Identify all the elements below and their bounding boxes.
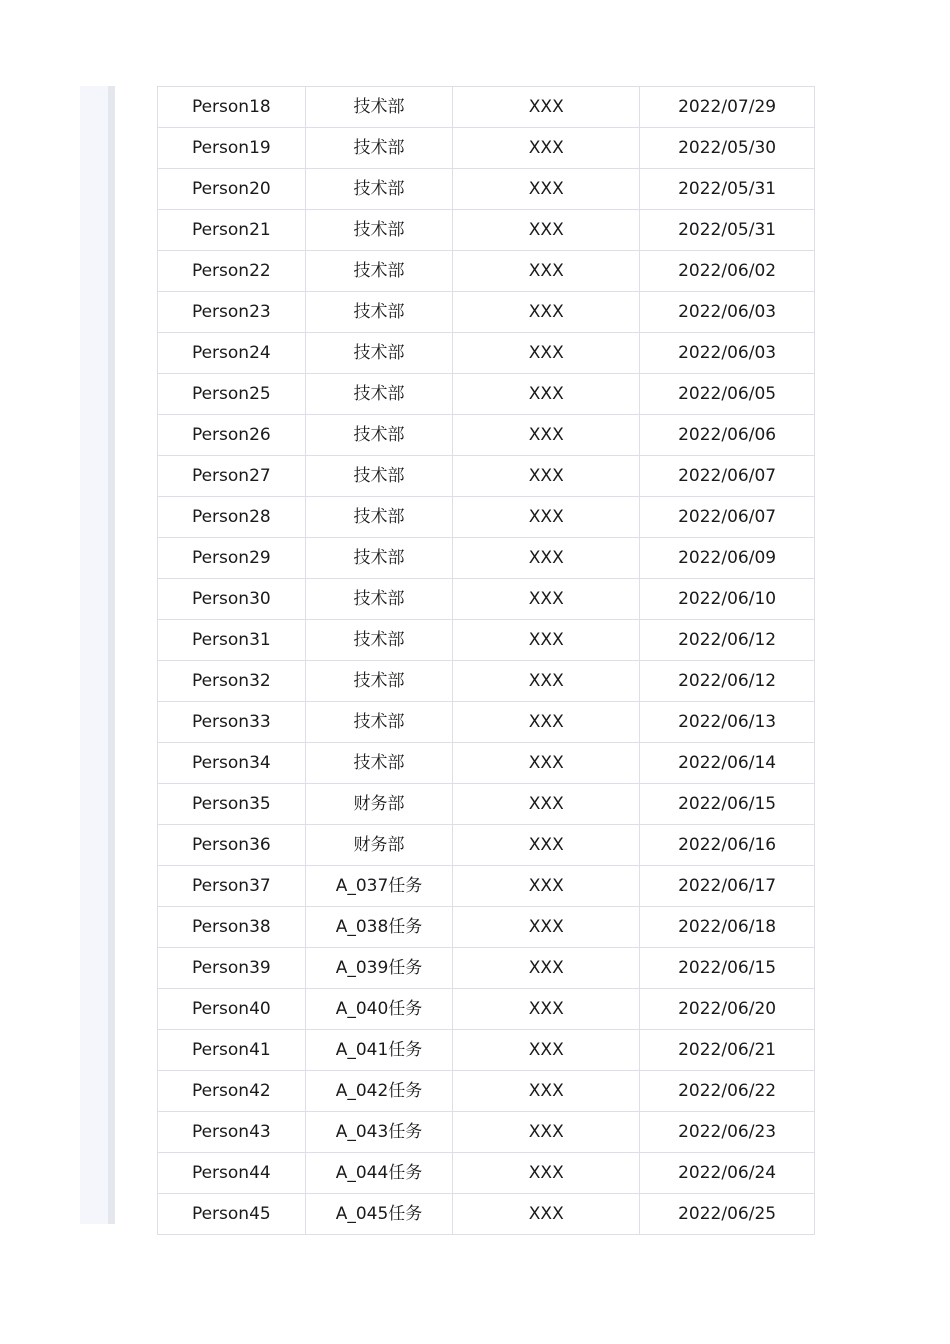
table-row: [158, 87, 815, 128]
date-cell: 2022/06/14: [640, 743, 815, 784]
person-name-cell: Person25: [158, 374, 306, 415]
owner-cell: XXX: [453, 128, 640, 169]
department-cell: 技术部: [305, 210, 453, 251]
owner-cell: XXX: [453, 825, 640, 866]
owner-cell: XXX: [453, 1153, 640, 1194]
person-name-cell: Person31: [158, 620, 306, 661]
person-name-cell: Person20: [158, 169, 306, 210]
owner-cell: XXX: [453, 784, 640, 825]
owner-cell: XXX: [453, 1112, 640, 1153]
owner-cell: XXX: [453, 333, 640, 374]
owner-cell: XXX: [453, 1071, 640, 1112]
date-cell: 2022/06/13: [640, 702, 815, 743]
table-row: [158, 784, 815, 825]
person-name-cell: Person41: [158, 1030, 306, 1071]
department-cell: 技术部: [305, 661, 453, 702]
person-name-cell: Person45: [158, 1194, 306, 1235]
department-cell: 技术部: [305, 497, 453, 538]
department-cell: A_041任务: [305, 1030, 453, 1071]
owner-cell: XXX: [453, 579, 640, 620]
department-cell: 技术部: [305, 743, 453, 784]
person-name-cell: Person39: [158, 948, 306, 989]
table-row: [158, 415, 815, 456]
department-cell: 技术部: [305, 87, 453, 128]
owner-cell: XXX: [453, 948, 640, 989]
date-cell: 2022/06/03: [640, 333, 815, 374]
person-name-cell: Person37: [158, 866, 306, 907]
owner-cell: XXX: [453, 620, 640, 661]
date-cell: 2022/06/18: [640, 907, 815, 948]
table-row: [158, 1030, 815, 1071]
department-cell: 技术部: [305, 333, 453, 374]
department-cell: 财务部: [305, 784, 453, 825]
table-row: [158, 333, 815, 374]
date-cell: 2022/06/23: [640, 1112, 815, 1153]
table-row: [158, 292, 815, 333]
owner-cell: XXX: [453, 743, 640, 784]
date-cell: 2022/06/10: [640, 579, 815, 620]
table-row: [158, 702, 815, 743]
owner-cell: XXX: [453, 415, 640, 456]
date-cell: 2022/06/20: [640, 989, 815, 1030]
table-row: [158, 456, 815, 497]
department-cell: 技术部: [305, 702, 453, 743]
person-name-cell: Person28: [158, 497, 306, 538]
person-name-cell: Person23: [158, 292, 306, 333]
table-row: [158, 661, 815, 702]
department-cell: 技术部: [305, 374, 453, 415]
table-row: [158, 743, 815, 784]
date-cell: 2022/05/31: [640, 169, 815, 210]
table-row: [158, 825, 815, 866]
table-row: [158, 497, 815, 538]
department-cell: 技术部: [305, 415, 453, 456]
person-name-cell: Person18: [158, 87, 306, 128]
department-cell: A_045任务: [305, 1194, 453, 1235]
person-name-cell: Person40: [158, 989, 306, 1030]
person-name-cell: Person21: [158, 210, 306, 251]
owner-cell: XXX: [453, 538, 640, 579]
person-name-cell: Person35: [158, 784, 306, 825]
table-row: [158, 866, 815, 907]
table-row: [158, 907, 815, 948]
owner-cell: XXX: [453, 702, 640, 743]
owner-cell: XXX: [453, 169, 640, 210]
left-margin-band: [80, 86, 108, 1224]
table-row: [158, 210, 815, 251]
table-row: [158, 579, 815, 620]
owner-cell: XXX: [453, 497, 640, 538]
department-cell: 技术部: [305, 128, 453, 169]
table-row: [158, 169, 815, 210]
date-cell: 2022/06/16: [640, 825, 815, 866]
person-name-cell: Person44: [158, 1153, 306, 1194]
date-cell: 2022/06/07: [640, 497, 815, 538]
department-cell: A_042任务: [305, 1071, 453, 1112]
department-cell: A_043任务: [305, 1112, 453, 1153]
owner-cell: XXX: [453, 1030, 640, 1071]
department-cell: 技术部: [305, 251, 453, 292]
person-name-cell: Person24: [158, 333, 306, 374]
person-name-cell: Person22: [158, 251, 306, 292]
table-row: [158, 538, 815, 579]
person-name-cell: Person38: [158, 907, 306, 948]
date-cell: 2022/06/06: [640, 415, 815, 456]
table-row: [158, 1194, 815, 1235]
table-body: [158, 87, 815, 1235]
department-cell: A_040任务: [305, 989, 453, 1030]
table-row: [158, 1153, 815, 1194]
owner-cell: XXX: [453, 374, 640, 415]
department-cell: 财务部: [305, 825, 453, 866]
owner-cell: XXX: [453, 661, 640, 702]
date-cell: 2022/06/22: [640, 1071, 815, 1112]
department-cell: 技术部: [305, 538, 453, 579]
department-cell: 技术部: [305, 169, 453, 210]
department-cell: 技术部: [305, 579, 453, 620]
date-cell: 2022/06/15: [640, 784, 815, 825]
date-cell: 2022/06/03: [640, 292, 815, 333]
person-name-cell: Person32: [158, 661, 306, 702]
left-margin-rule: [108, 86, 115, 1224]
department-cell: A_039任务: [305, 948, 453, 989]
date-cell: 2022/06/21: [640, 1030, 815, 1071]
person-name-cell: Person19: [158, 128, 306, 169]
owner-cell: XXX: [453, 907, 640, 948]
table-row: [158, 620, 815, 661]
date-cell: 2022/06/07: [640, 456, 815, 497]
owner-cell: XXX: [453, 866, 640, 907]
owner-cell: XXX: [453, 989, 640, 1030]
date-cell: 2022/06/25: [640, 1194, 815, 1235]
person-name-cell: Person30: [158, 579, 306, 620]
person-name-cell: Person43: [158, 1112, 306, 1153]
date-cell: 2022/06/05: [640, 374, 815, 415]
person-name-cell: Person36: [158, 825, 306, 866]
date-cell: 2022/06/12: [640, 661, 815, 702]
owner-cell: XXX: [453, 292, 640, 333]
date-cell: 2022/06/02: [640, 251, 815, 292]
owner-cell: XXX: [453, 456, 640, 497]
department-cell: A_037任务: [305, 866, 453, 907]
owner-cell: XXX: [453, 87, 640, 128]
date-cell: 2022/06/24: [640, 1153, 815, 1194]
owner-cell: XXX: [453, 251, 640, 292]
table-row: [158, 251, 815, 292]
table-row: [158, 989, 815, 1030]
table-row: [158, 948, 815, 989]
date-cell: 2022/05/31: [640, 210, 815, 251]
department-cell: 技术部: [305, 456, 453, 497]
table-row: [158, 374, 815, 415]
data-table: [157, 86, 815, 1235]
date-cell: 2022/06/09: [640, 538, 815, 579]
department-cell: A_044任务: [305, 1153, 453, 1194]
department-cell: A_038任务: [305, 907, 453, 948]
date-cell: 2022/06/17: [640, 866, 815, 907]
table-row: [158, 128, 815, 169]
date-cell: 2022/06/12: [640, 620, 815, 661]
owner-cell: XXX: [453, 1194, 640, 1235]
owner-cell: XXX: [453, 210, 640, 251]
person-name-cell: Person27: [158, 456, 306, 497]
date-cell: 2022/05/30: [640, 128, 815, 169]
table-row: [158, 1112, 815, 1153]
date-cell: 2022/06/15: [640, 948, 815, 989]
person-name-cell: Person33: [158, 702, 306, 743]
person-name-cell: Person34: [158, 743, 306, 784]
table-row: [158, 1071, 815, 1112]
person-name-cell: Person42: [158, 1071, 306, 1112]
date-cell: 2022/07/29: [640, 87, 815, 128]
department-cell: 技术部: [305, 620, 453, 661]
person-name-cell: Person29: [158, 538, 306, 579]
person-name-cell: Person26: [158, 415, 306, 456]
department-cell: 技术部: [305, 292, 453, 333]
